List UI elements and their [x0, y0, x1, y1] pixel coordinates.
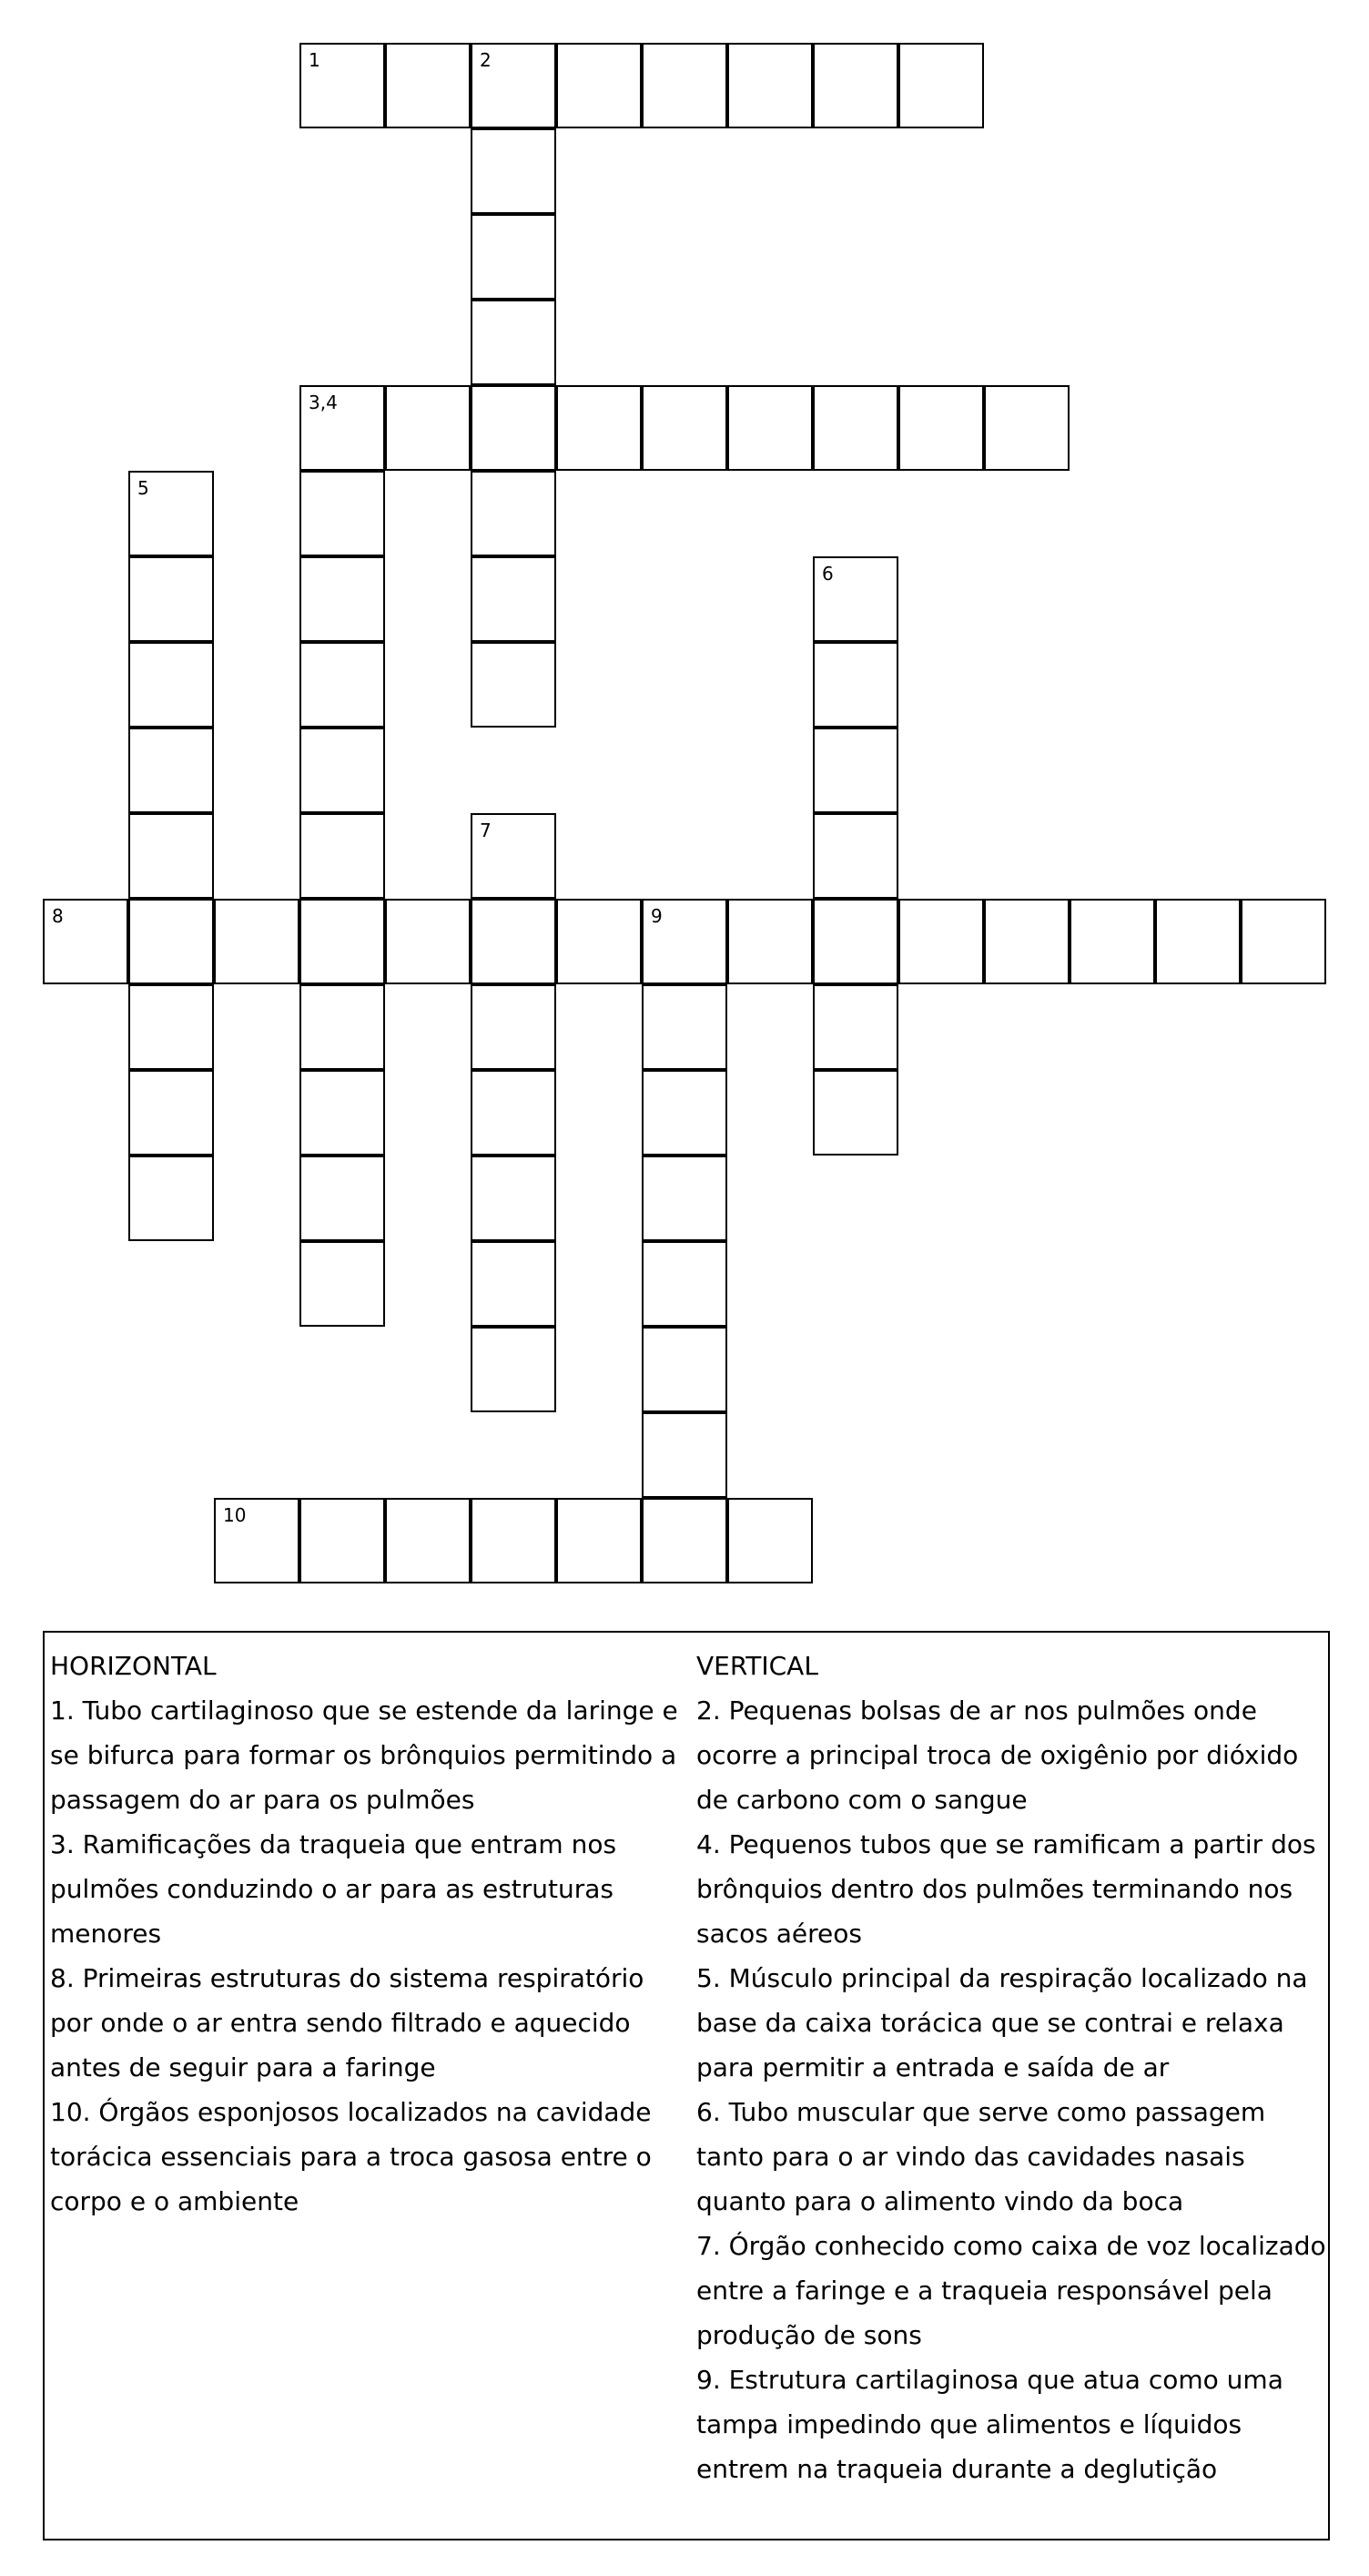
- vertical-heading: VERTICAL: [696, 1651, 818, 1681]
- crossword-cell[interactable]: [128, 984, 214, 1070]
- crossword-cell[interactable]: [642, 43, 727, 128]
- crossword-cell[interactable]: [471, 214, 556, 300]
- crossword-cell[interactable]: [813, 642, 898, 728]
- crossword-cell[interactable]: [214, 899, 299, 984]
- clue-down-4: 4. Pequenos tubos que se ramificam a partir dos brônquios dentro dos pulmões terminando nos sacos aéreos: [696, 1829, 1316, 1949]
- crossword-cell[interactable]: [556, 385, 642, 471]
- crossword-cell[interactable]: [299, 728, 385, 813]
- crossword-cell[interactable]: [984, 899, 1070, 984]
- crossword-cell[interactable]: [471, 471, 556, 556]
- crossword-cell[interactable]: [471, 385, 556, 471]
- crossword-cell[interactable]: [813, 385, 898, 471]
- crossword-cell[interactable]: [299, 1070, 385, 1156]
- crossword-cell[interactable]: [813, 728, 898, 813]
- crossword-cell[interactable]: [984, 385, 1070, 471]
- clue-down-5: 5. Músculo principal da respiração localizado na base da caixa torácica que se contrai e relaxa para permitir a entrada e saída de ar: [696, 1963, 1308, 2082]
- crossword-cell[interactable]: [43, 899, 128, 984]
- crossword-cell[interactable]: [813, 43, 898, 128]
- crossword-cell[interactable]: [898, 385, 984, 471]
- crossword-cell[interactable]: [471, 43, 556, 128]
- crossword-cell[interactable]: [299, 385, 385, 471]
- clue-down-9: 9. Estrutura cartilaginosa que atua como uma tampa impedindo que alimentos e líquidos entrem na traqueia durante a deglutição: [696, 2365, 1283, 2484]
- crossword-cell[interactable]: [1241, 899, 1326, 984]
- clue-across-1: 1. Tubo cartilaginoso que se estende da laringe e se bifurca para formar os brônquios permitindo a passagem do ar para os pulmões: [50, 1695, 678, 1815]
- clue-number: 2: [480, 49, 492, 71]
- crossword-cell[interactable]: [898, 43, 984, 128]
- crossword-cell[interactable]: [642, 984, 727, 1070]
- clue-across-8: 8. Primeiras estruturas do sistema respiratório por onde o ar entra sendo filtrado e aquecido antes de seguir para a faringe: [50, 1963, 644, 2082]
- crossword-cell[interactable]: [727, 43, 813, 128]
- vertical-clues: [696, 1644, 1328, 2491]
- crossword-cell[interactable]: [128, 556, 214, 642]
- crossword-cell[interactable]: [642, 385, 727, 471]
- clue-number: 9: [651, 905, 663, 927]
- clue-box: [43, 1631, 1330, 2540]
- crossword-cell[interactable]: [299, 471, 385, 556]
- crossword-cell[interactable]: [299, 984, 385, 1070]
- crossword-cell[interactable]: [642, 1156, 727, 1241]
- horizontal-clues: [50, 1644, 687, 2224]
- crossword-cell[interactable]: [471, 899, 556, 984]
- crossword-cell[interactable]: [299, 1241, 385, 1327]
- crossword-cell[interactable]: [642, 1498, 727, 1583]
- clue-number: 1: [309, 49, 320, 71]
- clue-number: 7: [480, 820, 492, 841]
- crossword-cell[interactable]: [471, 1498, 556, 1583]
- crossword-cell[interactable]: [299, 1498, 385, 1583]
- crossword-cell[interactable]: [471, 1327, 556, 1412]
- crossword-cell[interactable]: [128, 728, 214, 813]
- crossword-cell[interactable]: [128, 1156, 214, 1241]
- crossword-cell[interactable]: [727, 385, 813, 471]
- crossword-cell[interactable]: [471, 128, 556, 214]
- crossword-cell[interactable]: [299, 556, 385, 642]
- crossword-cell[interactable]: [299, 1156, 385, 1241]
- crossword-cell[interactable]: [642, 1241, 727, 1327]
- clue-across-3: 3. Ramificações da traqueia que entram nos pulmões conduzindo o ar para as estruturas menores: [50, 1829, 617, 1949]
- crossword-cell[interactable]: [385, 385, 471, 471]
- crossword-cell[interactable]: [299, 899, 385, 984]
- crossword-cell[interactable]: [813, 1070, 898, 1156]
- clue-across-10: 10. Órgãos esponjosos localizados na cavidade torácica essenciais para a troca gasosa entre o corpo e o ambiente: [50, 2097, 652, 2216]
- crossword-cell[interactable]: [813, 984, 898, 1070]
- crossword-cell[interactable]: [1070, 899, 1155, 984]
- crossword-cell[interactable]: [471, 1241, 556, 1327]
- crossword-cell[interactable]: [642, 1327, 727, 1412]
- crossword-cell[interactable]: [128, 1070, 214, 1156]
- clue-down-2: 2. Pequenas bolsas de ar nos pulmões onde ocorre a principal troca de oxigênio por dióxido de carbono com o sangue: [696, 1695, 1299, 1815]
- crossword-cell[interactable]: [471, 300, 556, 385]
- crossword-cell[interactable]: [471, 1070, 556, 1156]
- crossword-cell[interactable]: [1155, 899, 1241, 984]
- crossword-cell[interactable]: [813, 813, 898, 899]
- crossword-cell[interactable]: [299, 43, 385, 128]
- crossword-cell[interactable]: [471, 984, 556, 1070]
- crossword-cell[interactable]: [556, 1498, 642, 1583]
- crossword-cell[interactable]: [727, 899, 813, 984]
- crossword-cell[interactable]: [128, 899, 214, 984]
- crossword-cell[interactable]: [299, 813, 385, 899]
- crossword-cell[interactable]: [813, 556, 898, 642]
- clue-number: 6: [822, 563, 834, 585]
- clue-down-6: 6. Tubo muscular que serve como passagem tanto para o ar vindo das cavidades nasais quanto para o alimento vindo da boca: [696, 2097, 1266, 2216]
- crossword-cell[interactable]: [556, 899, 642, 984]
- clue-down-7: 7. Órgão conhecido como caixa de voz localizado entre a faringe e a traqueia responsável pela produção de sons: [696, 2231, 1326, 2350]
- crossword-cell[interactable]: [128, 813, 214, 899]
- crossword-cell[interactable]: [128, 642, 214, 728]
- crossword-cell[interactable]: [471, 1156, 556, 1241]
- clue-number: 10: [223, 1504, 247, 1526]
- clue-number: 5: [137, 477, 149, 499]
- crossword-cell[interactable]: [214, 1498, 299, 1583]
- crossword-cell[interactable]: [471, 642, 556, 728]
- crossword-cell[interactable]: [385, 43, 471, 128]
- crossword-cell[interactable]: [385, 899, 471, 984]
- crossword-cell[interactable]: [813, 899, 898, 984]
- crossword-cell[interactable]: [556, 43, 642, 128]
- crossword-cell[interactable]: [471, 813, 556, 899]
- crossword-cell[interactable]: [642, 899, 727, 984]
- crossword-cell[interactable]: [128, 471, 214, 556]
- clue-number: 8: [52, 905, 64, 927]
- crossword-cell[interactable]: [898, 899, 984, 984]
- crossword-cell[interactable]: [642, 1070, 727, 1156]
- crossword-cell[interactable]: [642, 1412, 727, 1498]
- crossword-cell[interactable]: [385, 1498, 471, 1583]
- crossword-cell[interactable]: [471, 556, 556, 642]
- crossword-cell[interactable]: [299, 642, 385, 728]
- crossword-cell[interactable]: [727, 1498, 813, 1583]
- clue-number: 3,4: [309, 392, 338, 413]
- horizontal-heading: HORIZONTAL: [50, 1651, 217, 1681]
